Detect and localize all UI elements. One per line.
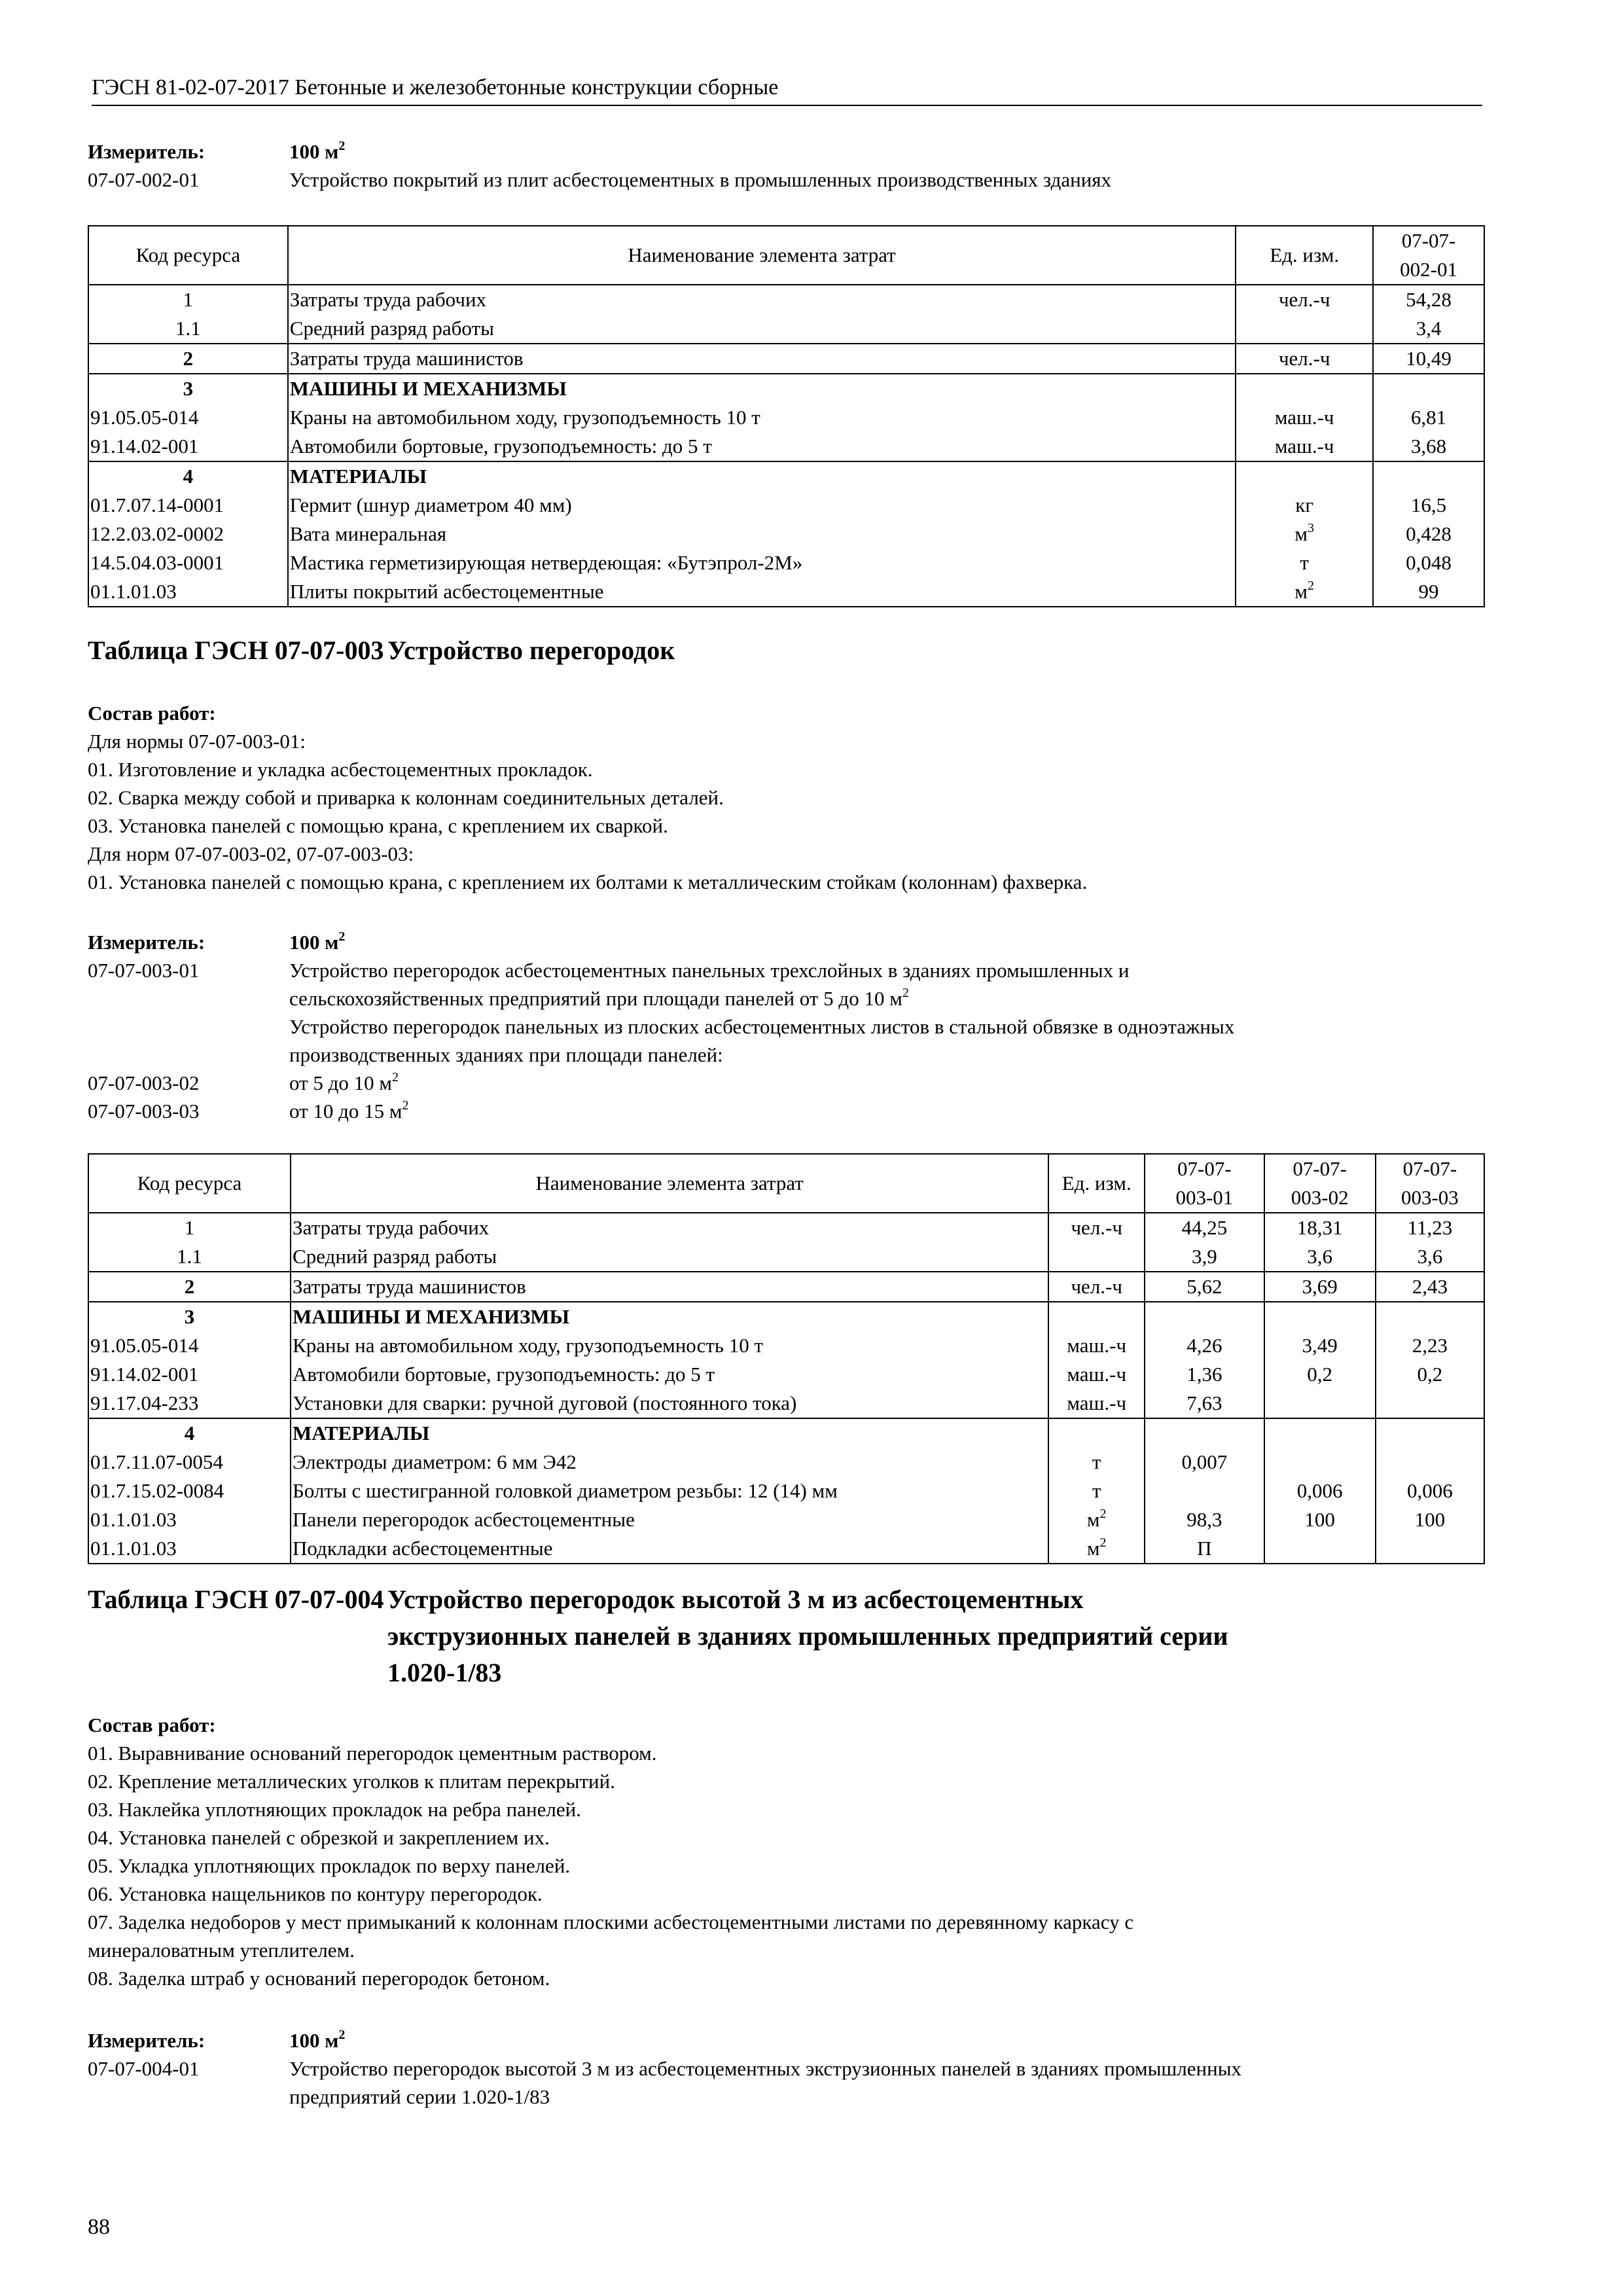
norm-description: Устройство перегородок высотой 3 м из асбестоцементных экструзионных панелей в зданиях промышленных (289, 2057, 1242, 2080)
works-line: 02. Сварка между собой и приварка к колоннам соединительных деталей. (88, 786, 724, 809)
table-title: Устройство перегородок высотой 3 м из асбестоцементных экструзионных панелей в зданиях промышленных предприятий серии 1.020-1/83 (387, 1585, 1228, 1687)
header-norm-col: 07-07- 003-03 (1376, 1154, 1484, 1213)
table-row: 4 МАТЕРИАЛЫ (88, 461, 1484, 491)
norm-description-common: Устройство перегородок панельных из плоских асбестоцементных листов в стальной обвязке в одноэтажных (289, 1015, 1235, 1038)
norm-description: Устройство перегородок асбестоцементных панельных трехслойных в зданиях промышленных и (289, 959, 1130, 982)
section-title-07-07-003 (88, 632, 1395, 669)
table-row: 1.1 Средний разряд работы 3,4 (88, 314, 1484, 344)
works-line: 03. Установка панелей с помощью крана, с креплением их сваркой. (88, 814, 668, 837)
works-line: Для нормы 07-07-003-01: (88, 730, 306, 753)
resource-table-1 (88, 225, 1485, 607)
works-line: 01. Изготовление и укладка асбестоцементных прокладок. (88, 758, 593, 781)
table-row: 01.7.15.02-0084 Болты с шестигранной головкой диаметром резьбы: 12 (14) мм т 0,006 0,006 (88, 1477, 1484, 1505)
header-name: Наименование элемента затрат (288, 226, 1236, 285)
header-norm-col: 07-07- 002-01 (1373, 226, 1484, 285)
table-row: 3 МАШИНЫ И МЕХАНИЗМЫ (88, 1302, 1484, 1331)
table-row: 01.7.11.07-0054 Электроды диаметром: 6 мм Э42 т 0,007 (88, 1448, 1484, 1477)
norm-code: 07-07-003-03 (88, 1100, 200, 1122)
header-norm-col: 07-07- 003-02 (1264, 1154, 1376, 1213)
table-row: 91.17.04-233 Установки для сварки: ручной дуговой (постоянного тока) маш.-ч 7,63 (88, 1389, 1484, 1418)
table-row: 14.5.04.03-0001 Мастика герметизирующая нетвердеющая: «Бутэпрол-2М» т 0,048 (88, 548, 1484, 577)
header-unit: Ед. изм. (1048, 1154, 1145, 1213)
resource-table-2 (88, 1153, 1485, 1564)
norm-code: 07-07-004-01 (88, 2057, 200, 2080)
meter-label: Измеритель: (88, 931, 205, 954)
works-line: 04. Установка панелей с обрезкой и закреплением их. (88, 1826, 550, 1849)
works-line: 07. Заделка недоборов у мест примыканий к колоннам плоскими асбестоцементными листами по деревянному каркасу с (88, 1910, 1134, 1933)
table-row: 91.05.05-014 Краны на автомобильном ходу, грузоподъемность 10 т маш.-ч 6,81 (88, 403, 1484, 432)
page-number: 88 (88, 2215, 110, 2239)
works-line: 02. Крепление металлических уголков к плитам перекрытий. (88, 1770, 615, 1793)
works-line: минераловатным утеплителем. (88, 1939, 355, 1962)
table-row: 1 Затраты труда рабочих чел.-ч 44,25 18,31 11,23 (88, 1213, 1484, 1242)
meter-label: Измеритель: (88, 2029, 205, 2052)
table-row: 4 МАТЕРИАЛЫ (88, 1418, 1484, 1448)
table-row: 91.05.05-014 Краны на автомобильном ходу, грузоподъемность 10 т маш.-ч 4,26 3,49 2,23 (88, 1331, 1484, 1360)
meter-label: Измеритель: (88, 140, 205, 163)
table-label: Таблица ГЭСН 07-07-004 (88, 1585, 384, 1614)
works-line: 05. Укладка уплотняющих прокладок по верху панелей. (88, 1854, 571, 1877)
table-header-row (88, 1154, 1484, 1213)
header-norm-col: 07-07- 003-01 (1145, 1154, 1264, 1213)
works-label: Состав работ: (88, 1713, 216, 1736)
norm-description: от 5 до 10 $м^2$ (289, 1069, 399, 1094)
table-label: Таблица ГЭСН 07-07-003 (88, 636, 384, 665)
meter-value: 100 $м^2$ (289, 929, 346, 954)
meter-value: 100 $м^2$ (289, 2027, 346, 2052)
table-row: 1 Затраты труда рабочих чел.-ч 54,28 (88, 285, 1484, 314)
meter-block-3 (88, 2026, 1488, 2111)
meter-block-2 (88, 928, 1488, 1125)
table-row: 01.7.07.14-0001 Гермит (шнур диаметром 40 мм) кг 16,5 (88, 491, 1484, 520)
norm-code: 07-07-003-02 (88, 1071, 200, 1094)
table-row: 3 МАШИНЫ И МЕХАНИЗМЫ (88, 374, 1484, 403)
section-title-07-07-004 (88, 1581, 1395, 1691)
norm-description: от 10 до 15 $м^2$ (289, 1098, 409, 1122)
page-header: ГЭСН 81-02-07-2017 Бетонные и железобетонные конструкции сборные (92, 73, 1482, 106)
table-row: 91.14.02-001 Автомобили бортовые, грузоподъемность: до 5 т маш.-ч 1,36 0,2 0,2 (88, 1360, 1484, 1389)
works-block-3 (88, 1711, 1488, 1992)
table-row: 2 Затраты труда машинистов чел.-ч 10,49 (88, 344, 1484, 374)
table-row: 1.1 Средний разряд работы 3,9 3,6 3,6 (88, 1242, 1484, 1272)
works-line: 03. Наклейка уплотняющих прокладок на ребра панелей. (88, 1798, 581, 1821)
table-row: 01.1.01.03 Панели перегородок асбестоцементные $м^2$ 98,3 100 100 (88, 1505, 1484, 1534)
works-line: 01. Выравнивание оснований перегородок цементным раствором. (88, 1742, 657, 1765)
table-row: 91.14.02-001 Автомобили бортовые, грузоподъемность: до 5 т маш.-ч 3,68 (88, 432, 1484, 461)
header-code: Код ресурса (88, 1154, 291, 1213)
norm-code: 07-07-003-01 (88, 959, 200, 982)
norm-description: предприятий серии 1.020-1/83 (289, 2085, 550, 2108)
table-row: 12.2.03.02-0002 Вата минеральная $м^3$ 0,428 (88, 520, 1484, 548)
works-line: 08. Заделка штраб у оснований перегородок бетоном. (88, 1967, 550, 1990)
works-label: Состав работ: (88, 702, 216, 725)
table-row: 2 Затраты труда машинистов чел.-ч 5,62 3,69 2,43 (88, 1272, 1484, 1302)
header-code: Код ресурса (88, 226, 288, 285)
header-name: Наименование элемента затрат (291, 1154, 1048, 1213)
table-title: Устройство перегородок (387, 636, 675, 665)
works-line: Для норм 07-07-003-02, 07-07-003-03: (88, 842, 414, 865)
norm-description: сельскохозяйственных предприятий при площади панелей от 5 до 10 $м^2$ (289, 985, 909, 1010)
works-line: 01. Установка панелей с помощью крана, с креплением их болтами к металлическим стойкам (колоннам) фахверка. (88, 870, 1088, 893)
meter-value: 100 $м^2$ (289, 138, 346, 163)
table-row: 01.1.01.03 Подкладки асбестоцементные $м^2$ П (88, 1534, 1484, 1564)
meter-block-1 (88, 137, 1488, 194)
norm-description-common: производственных зданиях при площади панелей: (289, 1043, 723, 1066)
header-unit: Ед. изм. (1236, 226, 1373, 285)
works-line: 06. Установка нащельников по контуру перегородок. (88, 1882, 543, 1905)
table-header-row (88, 226, 1484, 285)
works-block-2 (88, 699, 1488, 896)
norm-description: Устройство покрытий из плит асбестоцементных в промышленных производственных зданиях (289, 168, 1112, 191)
norm-code: 07-07-002-01 (88, 168, 200, 191)
table-row: 01.1.01.03 Плиты покрытий асбестоцементные $м^2$ 99 (88, 577, 1484, 607)
